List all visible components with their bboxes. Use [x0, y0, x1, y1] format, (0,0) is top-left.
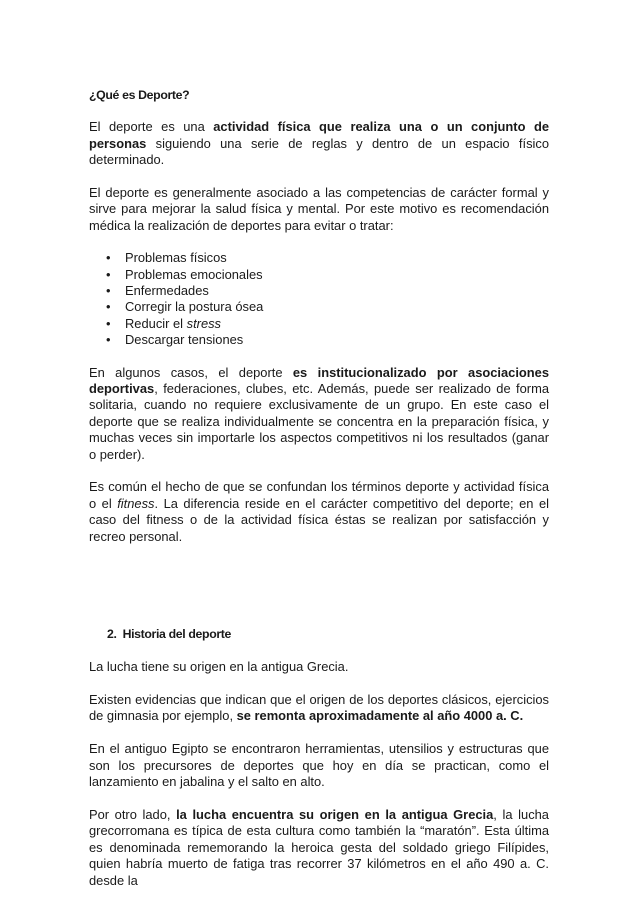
- paragraph-text: . La diferencia reside en el carácter competitivo del deporte; en el caso del fitness o de la actividad física éstas se realizan por satisfacción y recreo personal.: [89, 495, 549, 544]
- paragraph-text: Es común el hecho de que se confundan los términos deporte y actividad física o el: [89, 479, 549, 511]
- paragraph-fitness: [89, 479, 549, 545]
- list-item: [106, 315, 549, 332]
- paragraph-text: , federaciones, clubes, etc. Además, puede ser realizado de forma solitaria, cuando no requiere exclusivamente de un grupo. En este caso el deporte que se realiza individualmente se concentra en la preparación física, y muchas veces sin importarle los aspectos competitivos ni los resultados (ganar o perder).: [89, 381, 549, 462]
- section-title: Historia del deporte: [122, 627, 232, 642]
- bullet-icon: •: [106, 283, 111, 299]
- list-item-text: Reducir el: [125, 315, 187, 331]
- list-item: [106, 250, 549, 266]
- bold-text: se remonta aproximadamente al año 4000 a. C.: [236, 708, 524, 724]
- paragraph-text: Por otro lado,: [89, 806, 177, 822]
- bullet-list: [89, 250, 549, 348]
- bold-text: es institucionalizado por asociaciones deportivas: [89, 364, 549, 397]
- section-spacer: [89, 561, 549, 626]
- paragraph-egypt: En el antiguo Egipto se encontraron herramientas, utensilios y estructuras que son los precursores de deportes que hoy en día se practican, como el lanzamiento en jabalina y el salto en alto.: [89, 741, 549, 790]
- bullet-icon: •: [106, 315, 111, 331]
- paragraph-text: siguiendo una serie de reglas y dentro de un espacio físico determinado.: [89, 135, 549, 168]
- list-item: [106, 299, 549, 315]
- bullet-icon: •: [106, 332, 111, 348]
- bold-text: la lucha encuentra su origen en la antigua Grecia: [176, 806, 494, 822]
- list-item-text: Problemas físicos: [125, 250, 227, 266]
- list-item: [106, 283, 549, 299]
- paragraph-health: El deporte es generalmente asociado a las competencias de carácter formal y sirve para mejorar la salud física y mental. Por este motivo es recomendación médica la realización de deportes para evitar o tratar:: [89, 184, 549, 233]
- bullet-icon: •: [106, 266, 111, 282]
- paragraph-evidence: [89, 692, 549, 725]
- paragraph-definition: [89, 119, 549, 168]
- document-body: [89, 87, 549, 905]
- paragraph-origin: La lucha tiene su origen en la antigua Grecia.: [89, 659, 349, 674]
- paragraph-text: , la lucha grecorromana es típica de esta cultura como también la “maratón”. Esta última es denominada rememorando la heroica gesta del soldado griego Filípides, quien habría muerto de fatiga tras recorrer 37 kilómetros en el año 490 a. C. desde la: [89, 806, 549, 888]
- list-item: [106, 266, 549, 283]
- italic-text: fitness: [117, 495, 155, 511]
- page-title: ¿Qué es Deporte?: [89, 88, 190, 102]
- list-item: [106, 332, 549, 348]
- section-number: 2.: [107, 627, 117, 642]
- bold-text: actividad física que realiza una o un conjunto de personas: [89, 119, 549, 151]
- bullet-icon: •: [106, 299, 111, 315]
- paragraph-text: El deporte es una: [89, 119, 214, 135]
- bullet-icon: •: [106, 250, 111, 266]
- paragraph-institutional: [89, 365, 549, 463]
- italic-text: stress: [186, 315, 222, 331]
- paragraph-greece: [89, 807, 549, 889]
- paragraph-text: Existen evidencias que indican que el origen de los deportes clásicos, ejercicios de gimnasia por ejemplo,: [89, 691, 549, 724]
- section-heading: [89, 626, 549, 642]
- list-item-text: Descargar tensiones: [125, 332, 244, 348]
- list-item-text: Enfermedades: [125, 283, 209, 299]
- list-item-text: Corregir la postura ósea: [125, 299, 264, 315]
- paragraph-text: En algunos casos, el deporte: [89, 364, 293, 380]
- list-item-text: Problemas emocionales: [125, 266, 263, 282]
